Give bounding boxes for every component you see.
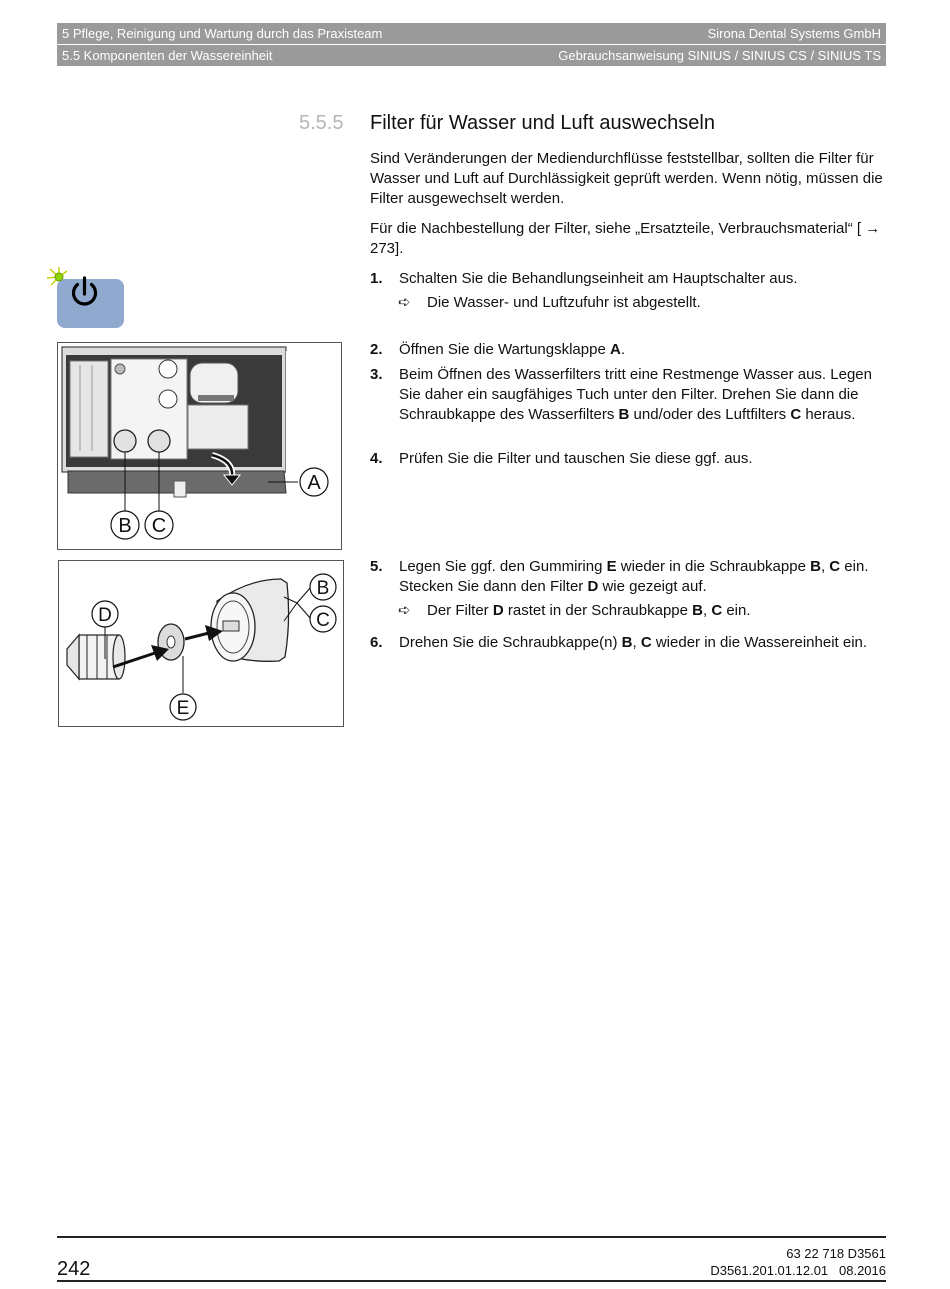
header-manual: Gebrauchsanweisung SINIUS / SINIUS CS / SINIUS TS	[558, 48, 881, 63]
result-arrow-icon: ➪	[398, 602, 411, 619]
result-text: Der Filter D rastet in der Schraubkappe B, C ein.	[427, 602, 751, 619]
doc-version: D3561.201.01.12.01	[710, 1263, 829, 1278]
figure1-label-c: C	[151, 515, 167, 537]
footer-rule-bottom	[57, 1280, 886, 1282]
result-arrow-icon: ➪	[398, 294, 411, 311]
result-text: Die Wasser- und Luftzufuhr ist abgestellt.	[427, 294, 701, 311]
figure-filter-assembly	[58, 560, 344, 727]
figure2-label-c: C	[316, 610, 330, 631]
step-text: Prüfen Sie die Filter und tauschen Sie diese ggf. aus.	[399, 450, 753, 467]
step-number: 3.	[370, 366, 383, 383]
step-text: Beim Öffnen des Wasserfilters tritt eine Restmenge Wasser aus. Legen Sie daher ein saugfähiges Tuch unter den Filter. Drehen Sie dann die Schraubkappe des Wasserfilters B und/oder des Luftfilters C heraus.	[399, 366, 872, 423]
step-text: Schalten Sie die Behandlungseinheit am Hauptschalter aus.	[399, 270, 798, 287]
figure-water-unit	[57, 342, 342, 550]
reorder-paragraph: Für die Nachbestellung der Filter, siehe „Ersatzteile, Verbrauchsmaterial“ [ → 273].	[370, 220, 881, 257]
figure1-label-a: A	[307, 472, 321, 494]
figure2-label-b: B	[316, 578, 330, 599]
page-number: 242	[57, 1258, 91, 1280]
step-number: 4.	[370, 450, 383, 467]
figure1-label-b: B	[118, 515, 132, 537]
running-header-bottom	[57, 45, 886, 66]
doc-date: 08.2016	[839, 1263, 886, 1278]
section-number: 5.5.5	[299, 112, 344, 134]
intro-paragraph: Sind Veränderungen der Mediendurchflüsse feststellbar, sollten die Filter für Wasser und Luft auf Durchlässigkeit geprüft werden. Wenn nötig, müssen die Filter ausgewechselt werden.	[370, 150, 883, 207]
step-number: 1.	[370, 270, 383, 287]
step-text: Legen Sie ggf. den Gummiring E wieder in die Schraubkappe B, C ein. Stecken Sie dann den Filter D wie gezeigt auf.	[399, 558, 869, 595]
power-icon	[57, 279, 124, 328]
step-text: Drehen Sie die Schraubkappe(n) B, C wieder in die Wassereinheit ein.	[399, 634, 868, 651]
step-number: 5.	[370, 558, 383, 575]
header-section: 5.5 Komponenten der Wassereinheit	[62, 48, 273, 63]
footer-rule-top	[57, 1236, 886, 1238]
header-company: Sirona Dental Systems GmbH	[707, 26, 881, 41]
running-header-top	[57, 23, 886, 44]
step-text: Öffnen Sie die Wartungsklappe A.	[399, 341, 625, 358]
doc-number: 63 22 718 D3561	[786, 1246, 886, 1261]
step-number: 2.	[370, 341, 383, 358]
section-title: Filter für Wasser und Luft auswechseln	[370, 112, 715, 134]
header-chapter: 5 Pflege, Reinigung und Wartung durch das Praxisteam	[62, 26, 383, 41]
step-number: 6.	[370, 634, 383, 651]
doc-version-date	[710, 1263, 886, 1278]
figure2-label-d: D	[98, 605, 112, 626]
figure2-label-e: E	[176, 698, 190, 719]
